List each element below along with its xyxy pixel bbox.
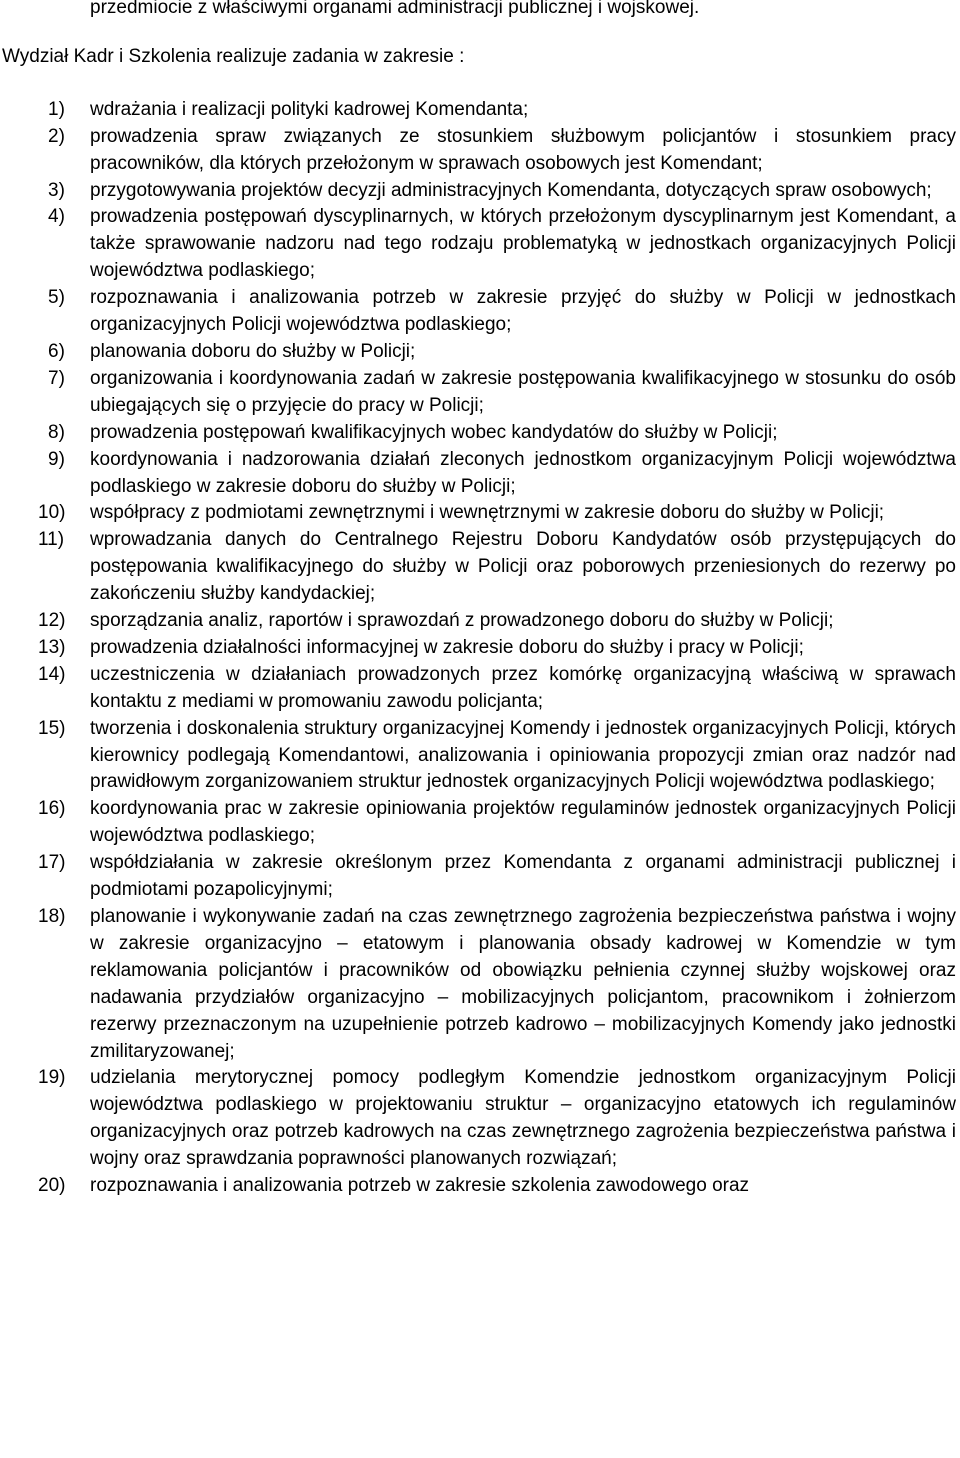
list-item [48,124,956,178]
list-item [38,635,956,662]
list-item-text: koordynowania i nadzorowania działań zleconych jednostkom organizacyjnym Policji województwa podlaskiego w zakresie doboru do służby w Policji; [90,448,956,497]
list-item-text: tworzenia i doskonalenia struktury organizacyjnej Komendy i jednostek organizacyjnych Policji, których kierownicy podlegają Komendantowi, analizowania i opiniowania propozycji zmian oraz nadzór nad prawidłowym zorganizowaniem struktur jednostek organizacyjnych Policji województwa podlaskiego; [90,717,956,793]
list-item-text: współpracy z podmiotami zewnętrznymi i wewnętrznymi w zakresie doboru do służby w Policji; [90,502,885,524]
list-item [38,1065,956,1173]
list-item-text: koordynowania prac w zakresie opiniowania projektów regulaminów jednostek organizacyjnych Policji województwa podlaskiego; [90,798,956,847]
list-item-text: prowadzenia postępowań dyscyplinarnych, w których przełożonym dyscyplinarnym jest Komendant, a także sprawowanie nadzoru nad tego rodzaju problematyką w jednostkach organizacyjnych Policji województwa podlaskiego; [90,206,956,282]
list-item-number: 6) [48,340,65,362]
list-item-number: 5) [48,287,65,309]
list-item [38,1173,956,1200]
list-item-text: planowanie i wykonywanie zadań na czas zewnętrznego zagrożenia bezpieczeństwa państwa i wojny w zakresie organizacyjno – etatowym i planowania obsady kadrowej w Komendzie w tym reklamowania policjantów i pracowników od obowiązku pełnienia czynnej służby wojskowej oraz nadawania przydziałów organizacyjno – mobilizacyjnych policjantom, pracownikom i żołnierzom rezerwy przeznaczonym na uzupełnienie potrzeb kadrowo – mobilizacyjnych Komendy jako jednostki zmilitaryzowanej; [90,906,956,1062]
list-item-number: 13) [38,636,66,658]
list-item [38,608,956,635]
list-item-text: wdrażania i realizacji polityki kadrowej Komendanta; [90,98,529,120]
list-item-number: 17) [38,852,66,874]
list-item [48,178,956,205]
list-item-number: 20) [38,1175,66,1197]
list-item-number: 7) [48,367,65,389]
list-item-text: organizowania i koordynowania zadań w zakresie postępowania kwalifikacyjnego w stosunku do osób ubiegających się o przyjęcie do pracy w Policji; [90,367,956,416]
list-item-text: sporządzania analiz, raportów i sprawozdań z prowadzonego doboru do służby w Policji; [90,610,834,632]
list-item [48,339,956,366]
list-item-number: 4) [48,206,65,228]
list-item-text: przygotowywania projektów decyzji administracyjnych Komendanta, dotyczących spraw osobowych; [90,179,932,201]
list-item-number: 3) [48,179,65,201]
list-item-number: 1) [48,98,65,120]
list-item-text: współdziałania w zakresie określonym przez Komendanta z organami administracji publicznej i podmiotami pozapolicyjnymi; [90,852,956,901]
list-item-number: 14) [38,663,66,685]
list-item [38,662,956,716]
list-item-text: udzielania merytorycznej pomocy podległym Komendzie jednostkom organizacyjnym Policji województwa podlaskiego w projektowaniu struktur – organizacyjno etatowych ich regulaminów organizacyjnych oraz potrzeb kadrowych na czas zewnętrznego zagrożenia bezpieczeństwa państwa i wojny oraz sprawdzania poprawności planowanych rozwiązań; [90,1067,956,1170]
list-item-text: rozpoznawania i analizowania potrzeb w zakresie przyjęć do służby w Policji w jednostkach organizacyjnych Policji województwa podlaskiego; [90,287,956,336]
list-item-text: wprowadzania danych do Centralnego Rejestru Doboru Kandydatów osób przystępujących do postępowania kwalifikacyjnego do służby w Policji oraz poborowych przeniesionych do rezerwy po zakończeniu służby kandydackiej; [90,529,956,605]
list-item [38,500,956,527]
list-item [48,97,956,124]
section-intro: Wydział Kadr i Szkolenia realizuje zadania w zakresie : [2,45,465,67]
list-item-number: 15) [38,717,66,739]
list-item-text: prowadzenia postępowań kwalifikacyjnych wobec kandydatów do służby w Policji; [90,421,778,443]
list-item [38,716,956,797]
list-item [38,904,956,1065]
list-item [48,366,956,420]
list-item-number: 18) [38,906,66,927]
list-item-text: planowania doboru do służby w Policji; [90,340,416,362]
list-item [48,204,956,285]
list-item-number: 8) [48,421,65,443]
list-item-number: 2) [48,125,65,147]
list-item [48,447,956,501]
list-item-number: 16) [38,798,66,820]
list-item [38,850,956,904]
continuation-text: przedmiocie z właściwymi organami administracji publicznej i wojskowej. [90,0,700,18]
list-item-text: rozpoznawania i analizowania potrzeb w zakresie szkolenia zawodowego oraz [90,1175,750,1197]
list-item-number: 12) [38,610,66,632]
list-item [48,285,956,339]
list-item-text: uczestniczenia w działaniach prowadzonych przez komórkę organizacyjną właściwą w sprawach kontaktu z mediami w promowaniu zawodu policjanta; [90,663,956,712]
list-item [38,796,956,850]
task-list [0,97,960,1200]
list-item-number: 10) [38,502,66,524]
list-item-text: prowadzenia spraw związanych ze stosunkiem służbowym policjantów i stosunkiem pracy pracowników, dla których przełożonym w sprawach osobowych jest Komendant; [90,125,956,174]
list-item-number: 9) [48,448,65,470]
list-item-text: prowadzenia działalności informacyjnej w zakresie doboru do służby i pracy w Policji; [90,636,804,658]
list-item [48,420,956,447]
list-item-number: 11) [38,529,65,551]
list-item [38,527,956,608]
list-item-number: 19) [38,1067,66,1089]
